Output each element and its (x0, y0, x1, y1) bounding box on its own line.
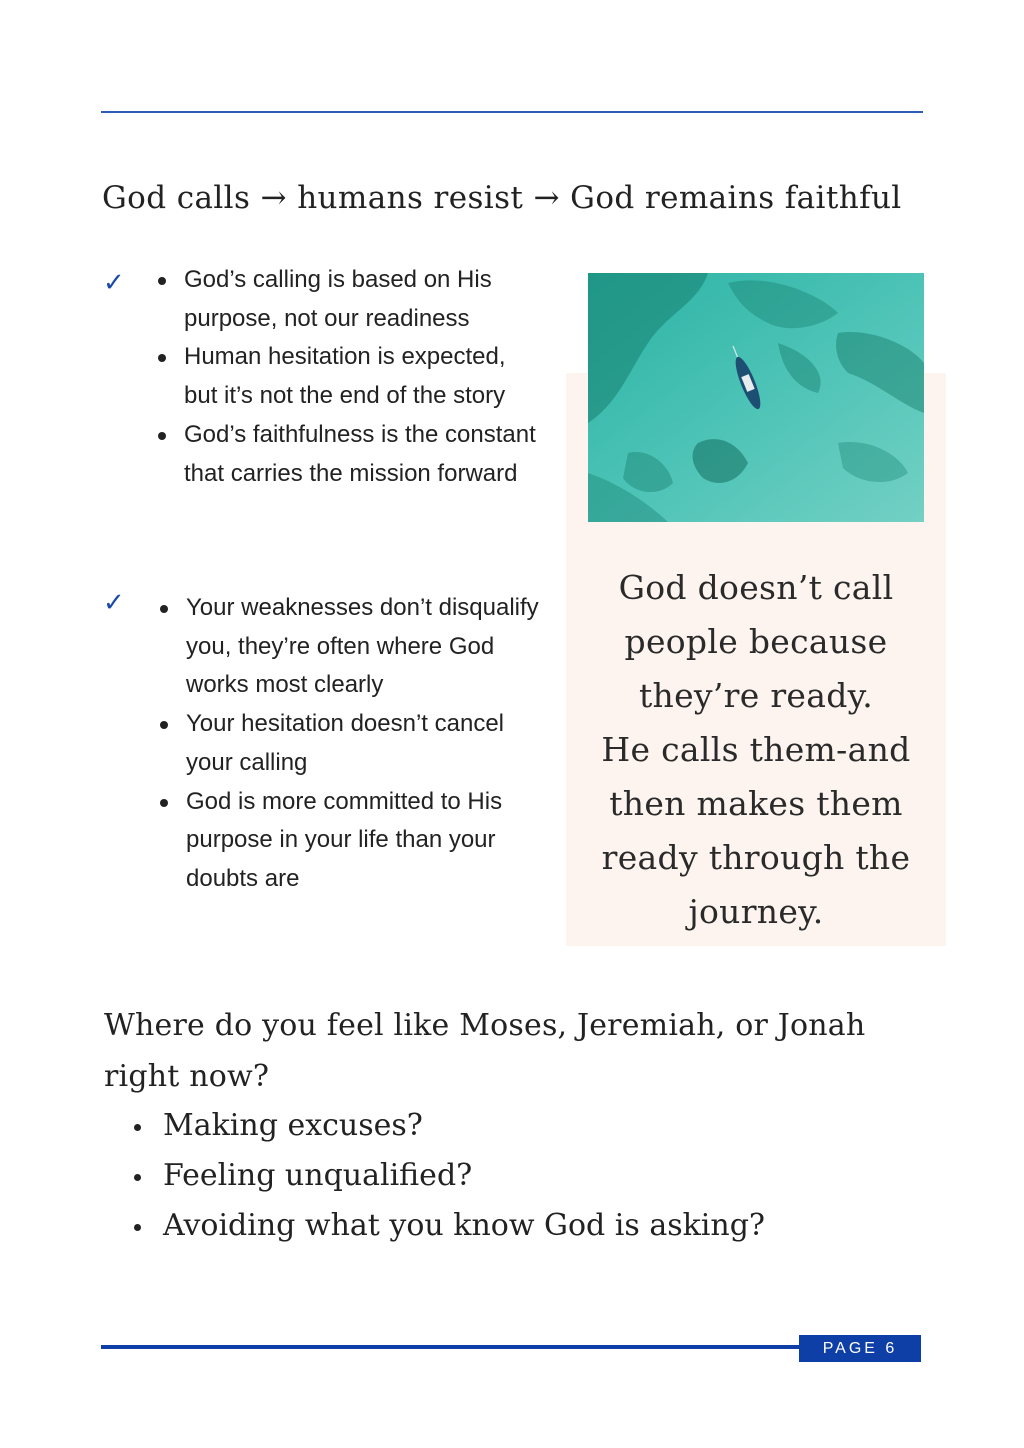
bullet-list-1 (158, 261, 538, 493)
quote-line: He calls them-and (601, 730, 911, 769)
list-item: Avoiding what you know God is asking? (132, 1201, 765, 1251)
list-item: God’s calling is based on His purpose, not our readiness (158, 261, 538, 338)
top-divider (101, 111, 923, 113)
page-number-badge: PAGE 6 (799, 1335, 921, 1362)
list-item: Human hesitation is expected, but it’s not the end of the story (158, 338, 538, 415)
quote-line: ready through the (601, 838, 911, 877)
list-item: Your weaknesses don’t disqualify you, they’re often where God works most clearly (160, 589, 540, 705)
quote-line: God doesn’t call (618, 568, 894, 607)
pull-quote (575, 561, 937, 939)
boat-aerial-photo (588, 273, 924, 522)
list-item: Feeling unqualified? (132, 1151, 765, 1201)
list-item: God’s faithfulness is the constant that carries the mission forward (158, 416, 538, 493)
quote-line: then makes them (609, 784, 903, 823)
list-item: Your hesitation doesn’t cancel your calling (160, 705, 540, 782)
reflection-list (132, 1101, 765, 1251)
bullet-list-2 (160, 589, 540, 899)
bottom-divider (101, 1345, 801, 1349)
page-heading: God calls → humans resist → God remains faithful (102, 180, 902, 216)
checkmark-icon: ✓ (103, 588, 125, 618)
list-item: God is more committed to His purpose in your life than your doubts are (160, 783, 540, 899)
list-item: Making excuses? (132, 1101, 765, 1151)
quote-line: they’re ready. (638, 676, 874, 715)
checkmark-icon: ✓ (103, 268, 125, 298)
quote-line: people because (624, 622, 888, 661)
quote-line: journey. (688, 892, 824, 931)
reflection-question: Where do you feel like Moses, Jeremiah, or Jonah right now? (104, 1008, 866, 1094)
